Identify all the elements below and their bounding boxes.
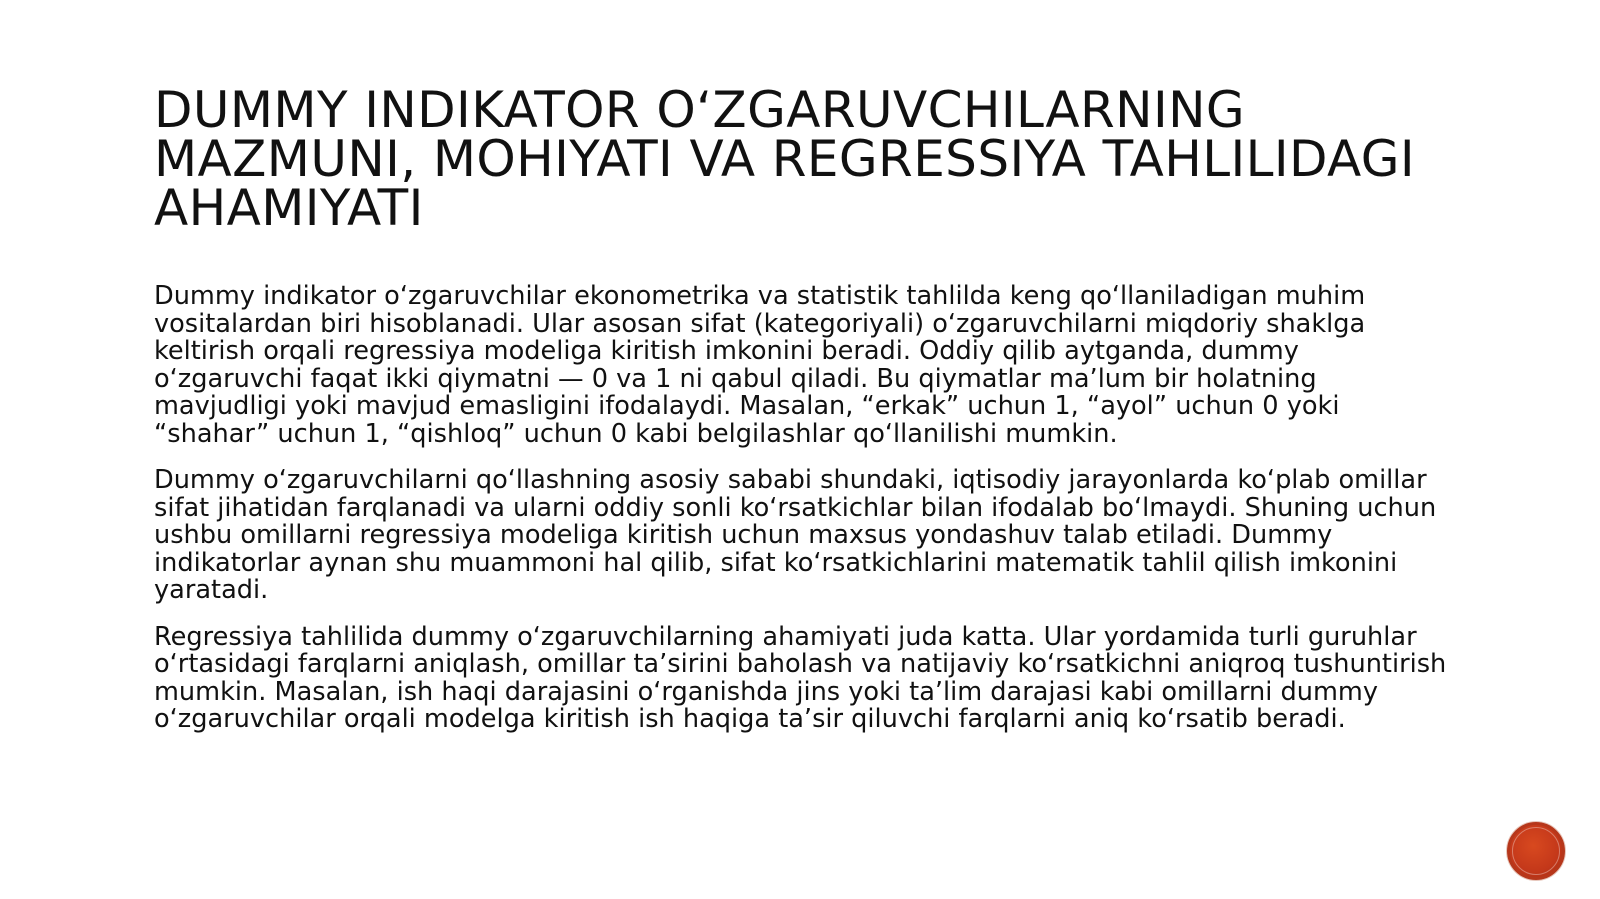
slide-body — [154, 283, 1454, 753]
body-paragraph-2: Dummy o‘zgaruvchilarni qo‘llashning asosiy sababi shundaki, iqtisodiy jarayonlarda ko‘plab omillar sifat jihatidan farqlanadi va ularni oddiy sonli ko‘rsatkichlar bilan ifodalab bo‘lmaydi. Shuning uchun ushbu omillarni regressiya modeliga kiritish uchun maxsus yondashuv talab etiladi. Dummy indikatorlar aynan shu muammoni hal qilib, sifat ko‘rsatkichlarini matematik tahlil qilish imkonini yaratadi. — [154, 465, 1437, 605]
body-paragraph-1: Dummy indikator o‘zgaruvchilar ekonometrika va statistik tahlilda keng qo‘llaniladigan muhim vositalardan biri hisoblanadi. Ular asosan sifat (kategoriyali) o‘zgaruvchilarni miqdoriy shaklga keltirish orqali regressiya modeliga kiritish imkonini beradi. Oddiy qilib aytganda, dummy o‘zgaruvchi faqat ikki qiymatni — 0 va 1 ni qabul qiladi. Bu qiymatlar ma’lum bir holatning mavjudligi yoki mavjud emasligini ifodalaydi. Masalan, “erkak” uchun 1, “ayol” uchun 0 yoki “shahar” uchun 1, “qishloq” uchun 0 kabi belgilashlar qo‘llanilishi mumkin. — [154, 281, 1366, 449]
body-paragraph-3: Regressiya tahlilida dummy o‘zgaruvchilarning ahamiyati juda katta. Ular yordamida turli guruhlar o‘rtasidagi farqlarni aniqlash, omillar ta’sirini baholash va natijaviy ko‘rsatkichni aniqroq tushuntirish mumkin. Masalan, ish haqi darajasini o‘rganishda jins yoki ta’lim darajasi kabi omillarni dummy o‘zgaruvchilar orqali modelga kiritish ish haqiga ta’sir qiluvchi farqlarni aniq ko‘rsatib beradi. — [154, 621, 1447, 734]
next-slide-button[interactable] — [1507, 822, 1565, 880]
next-slide-circle-icon — [1512, 827, 1560, 875]
slide-title: DUMMY INDIKATOR O‘ZGARUVCHILARNING MAZMUNI, MOHIYATI VA REGRESSIYA TAHLILIDAGI AHAMIYATI — [154, 81, 1416, 237]
